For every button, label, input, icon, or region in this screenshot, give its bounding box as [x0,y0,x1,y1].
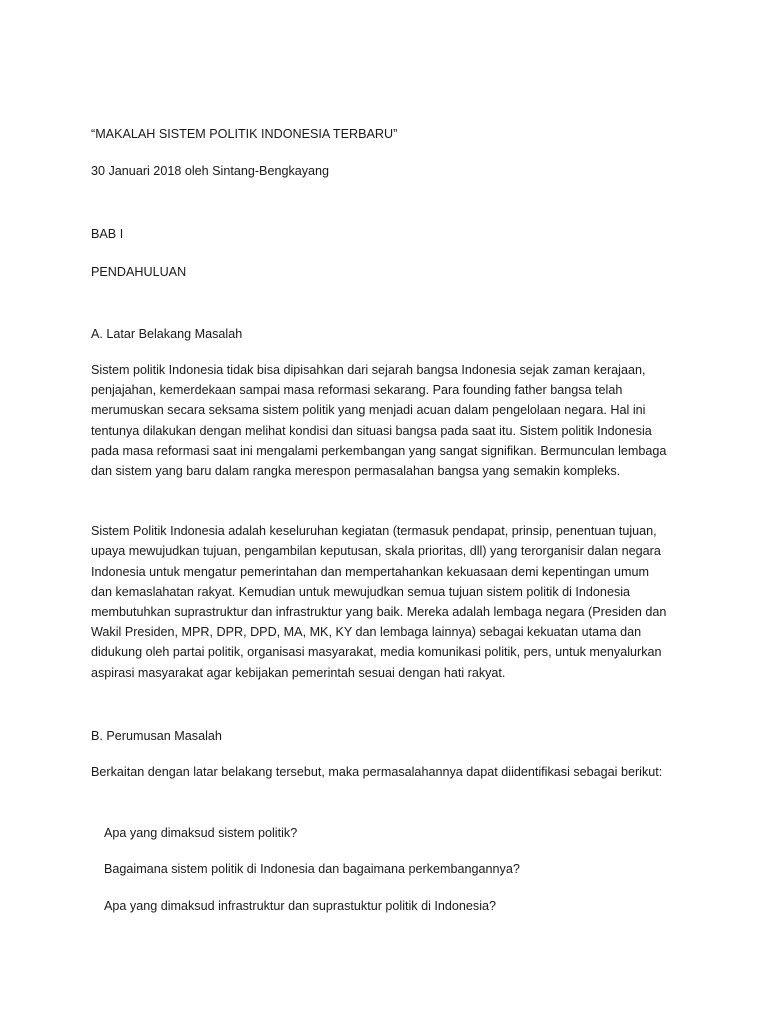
paragraph-line: membutuhkan suprastruktur dan infrastruktur yang baik. Mereka adalah lembaga negara (Presiden dan [91,605,667,620]
paragraph-line: pada masa reformasi saat ini mengalami perkembangan yang sangat signifikan. Bermunculan lembaga [91,443,667,458]
paragraph-line: aspirasi masyarakat agar kebijakan pemerintah sesuai dengan hati rakyat. [91,665,506,680]
paragraph-line: merumuskan secara seksama sistem politik yang menjadi acuan dalam pengelolaan negara. Hal ini [91,403,646,418]
section-b-heading: B. Perumusan Masalah [91,728,222,743]
chapter-title: PENDAHULUAN [91,264,187,279]
section-b-intro: Berkaitan dengan latar belakang tersebut, maka permasalahannya dapat diidentifikasi sebagai berikut: [91,765,663,780]
section-a-paragraph-2 [91,521,711,683]
problem-question-list [91,823,711,916]
paragraph-line: dan sistem yang baru dalam rangka merespon permasalahan bangsa yang semakin kompleks. [91,464,621,479]
chapter-label: BAB I [91,227,124,242]
paragraph-line: Indonesia untuk mengatur pemerintahan dan mempertahankan kekuasaan demi kepentingan umum [91,564,649,579]
problem-question: Bagaimana sistem politik di Indonesia dan bagaimana perkembangannya? [104,862,520,877]
section-a-heading: A. Latar Belakang Masalah [91,326,243,341]
paragraph-line: Sistem Politik Indonesia adalah keseluruhan kegiatan (termasuk pendapat, prinsip, penentuan tujuan, [91,524,657,539]
paragraph-line: penjajahan, kemerdekaan sampai masa reformasi sekarang. Para founding father bangsa telah [91,383,623,398]
section-a-paragraph-1 [91,360,711,481]
problem-question: Apa yang dimaksud infrastruktur dan suprastuktur politik di Indonesia? [104,898,497,913]
problem-question: Apa yang dimaksud sistem politik? [104,826,298,841]
paragraph-line: Wakil Presiden, MPR, DPR, DPD, MA, MK, KY dan lembaga lainnya) sebagai kekuatan utama dan [91,625,642,640]
paragraph-line: upaya mewujudkan tujuan, pengambilan keputusan, skala prioritas, dll) yang terorganisir dalan negara [91,544,661,559]
document-title: “MAKALAH SISTEM POLITIK INDONESIA TERBARU” [91,127,398,141]
paragraph-line: Sistem politik Indonesia tidak bisa dipisahkan dari sejarah bangsa Indonesia sejak zaman kerajaan, [91,363,646,378]
document-body [91,124,711,932]
paragraph-line: dan kemaslahatan rakyat. Kemudian untuk mewujudkan semua tujuan sistem politik di Indonesia [91,584,631,599]
date-author-line: 30 Januari 2018 oleh Sintang-Bengkayang [91,164,330,179]
paragraph-line: didukung oleh partai politik, organisasi masyarakat, media komunikasi politik, pers, untuk menyalurkan [91,645,662,660]
paragraph-line: tentunya dilakukan dengan melihat kondisi dan situasi bangsa pada saat itu. Sistem politik Indonesia [91,423,652,438]
